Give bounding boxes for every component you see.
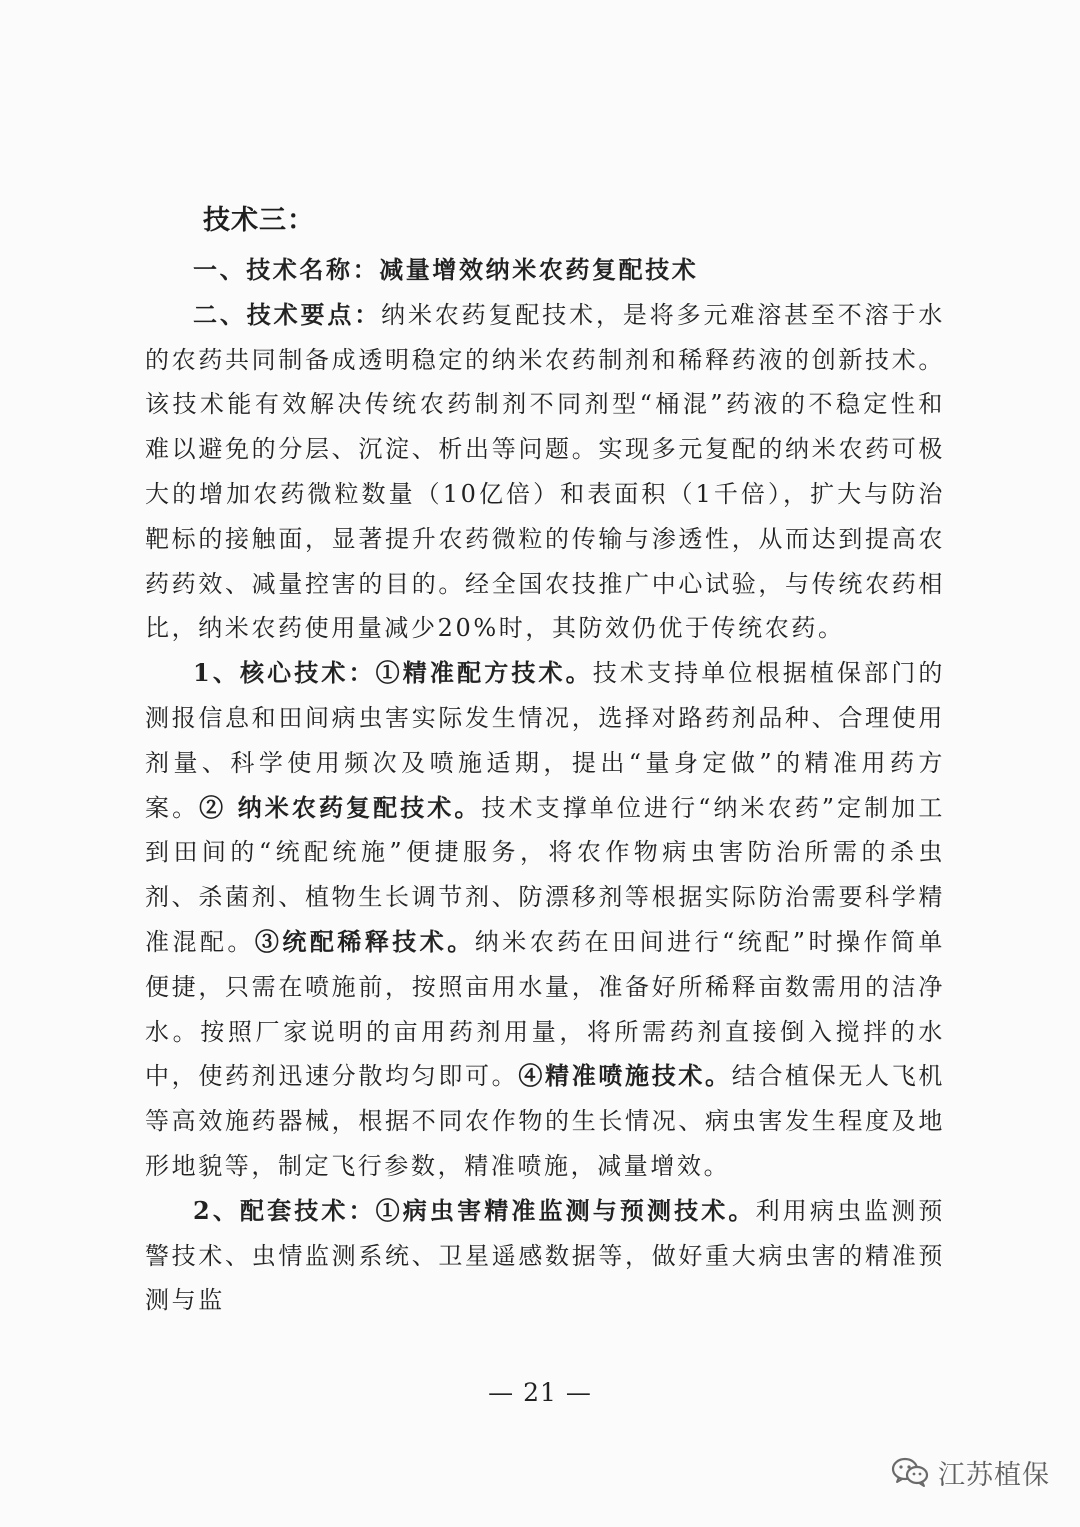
key-points-paragraph	[145, 293, 945, 651]
core-item-text: 技术支持单位根据植保部门的测报信息和田间病虫害实际发生情况，选择对路药剂品种、合理使用剂量、科学使用频次及喷施适期，提出“量身定做”的精准用药方案。	[145, 659, 945, 822]
watermark	[890, 1452, 1050, 1492]
core-tech-paragraph	[145, 651, 945, 1189]
supporting-item-text: 利用病虫监测预警技术、虫情监测系统、卫星遥感数据等，做好重大病虫害的精准预测与监	[145, 1196, 945, 1315]
page-number: — 21 —	[488, 1378, 592, 1407]
watermark-text: 江苏植保	[938, 1459, 1050, 1491]
core-item-title: ② 纳米农药复配技术。	[199, 792, 482, 822]
supporting-item-title: ①病虫害精准监测与预测技术。	[375, 1195, 756, 1225]
wechat-icon	[890, 1456, 930, 1488]
core-item-title: ①精准配方技术。	[375, 658, 593, 688]
core-tech-label: 1、核心技术：	[193, 658, 376, 688]
supporting-tech-label: 2、配套技术：	[193, 1195, 376, 1225]
tech-name-paragraph	[145, 248, 945, 293]
core-item-text: 技术支撑单位进行“纳米农药”定制加工到田间的“统配统施”便捷服务，将农作物病虫害防治所需的杀虫剂、杀菌剂、植物生长调节剂、防漂移剂等根据实际防治需要科学精准混配。	[145, 793, 945, 956]
core-item-text: 纳米农药在田间进行“统配”时操作简单便捷，只需在喷施前，按照亩用水量，准备好所稀释亩数需用的洁净水。按照厂家说明的亩用药剂用量，将所需药剂直接倒入搅拌的水中，使药剂迅速分散均匀即可。	[145, 927, 945, 1091]
section-title: 技术三：	[203, 205, 315, 236]
tech-name-label: 一、技术名称：	[193, 256, 380, 284]
document-body	[145, 248, 945, 1323]
core-item-title: ④精准喷施技术。	[518, 1061, 732, 1091]
core-item-title: ③统配稀释技术。	[254, 926, 475, 956]
supporting-tech-paragraph	[145, 1189, 945, 1323]
core-item-text: 结合植保无人飞机等高效施药器械，根据不同农作物的生长情况、病虫害发生程度及地形地貌等，制定飞行参数，精准喷施，减量增效。	[145, 1062, 945, 1180]
key-points-label: 二、技术要点：	[193, 300, 382, 329]
tech-name-value: 减量增效纳米农药复配技术	[379, 256, 699, 284]
key-points-text: 纳米农药复配技术，是将多元难溶甚至不溶于水的农药共同制备成透明稳定的纳米农药制剂和稀释药液的创新技术。该技术能有效解决传统农药制剂不同剂型“桶混”药液的不稳定性和难以避免的分层、沉淀、析出等问题。实现多元复配的纳米农药可极大的增加农药微粒数量（10亿倍）和表面积（1千倍），扩大与防治靶标的接触面，显著提升农药微粒的传输与渗透性，从而达到提高农药药效、减量控害的目的。经全国农技推广中心试验，与传统农药相比，纳米农药使用量减少20%时，其防效仍优于传统农药。	[145, 300, 946, 643]
